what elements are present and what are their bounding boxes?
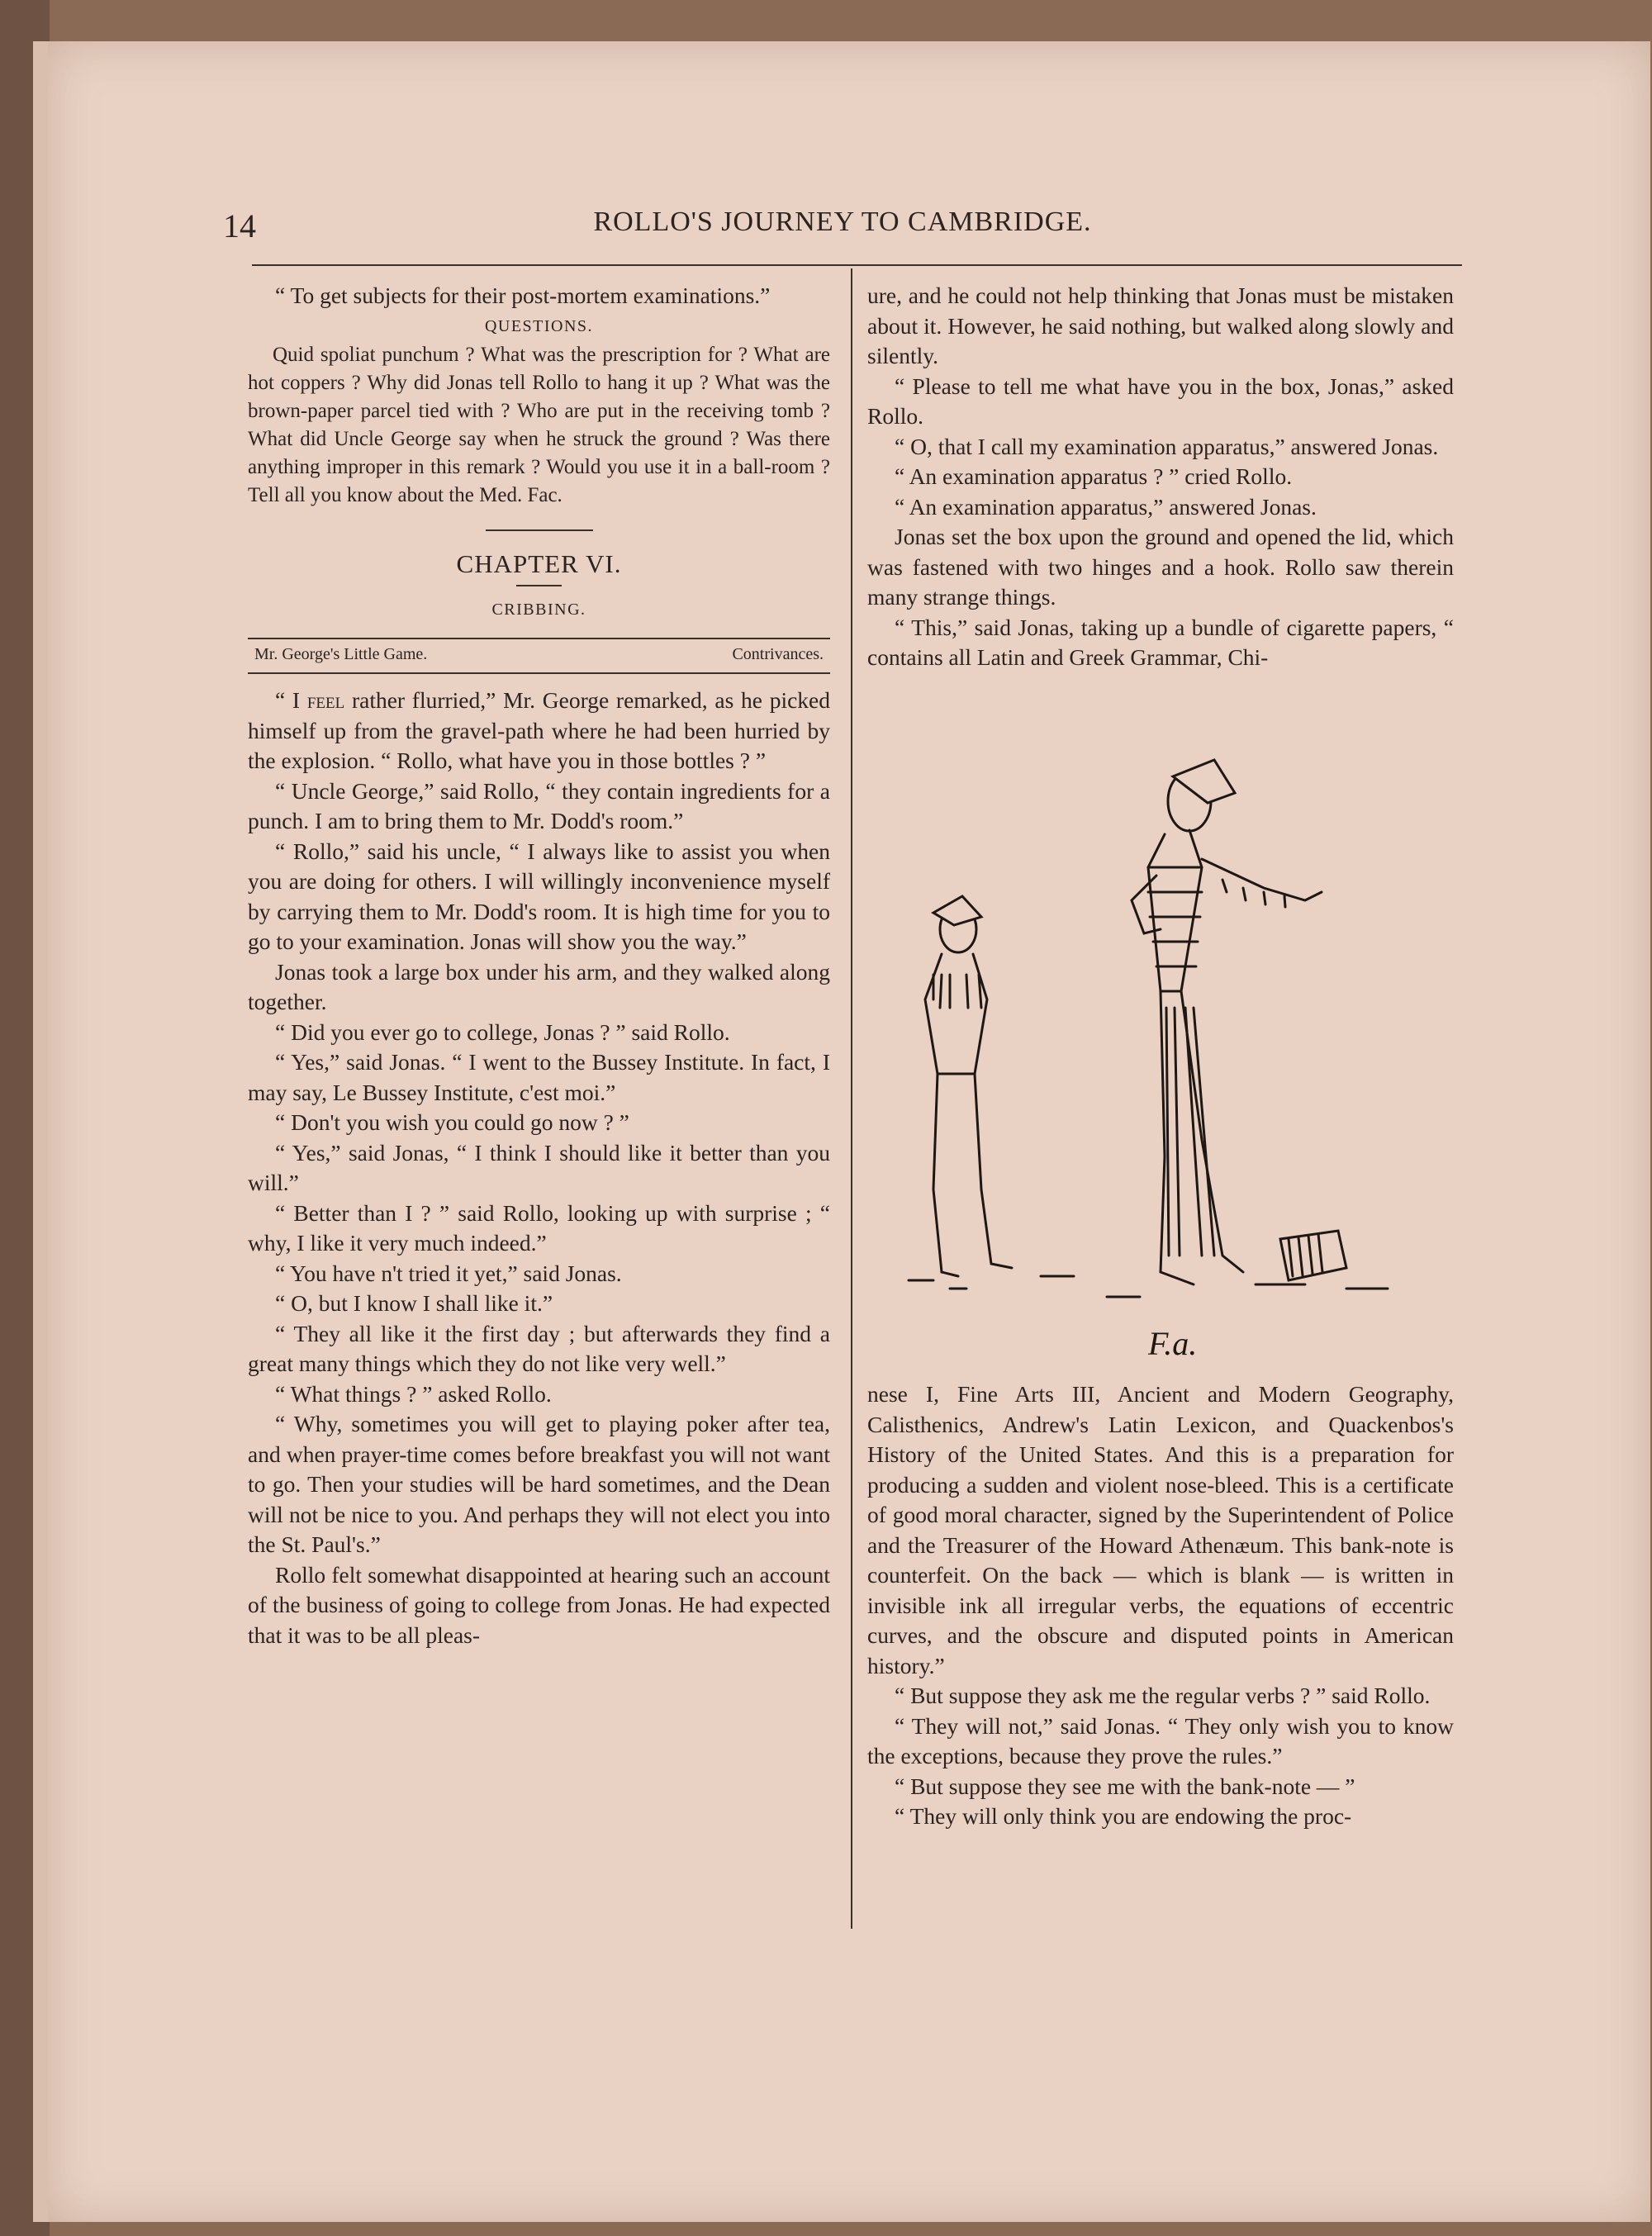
running-title: ROLLO'S JOURNEY TO CAMBRIDGE. [593,207,1092,237]
right-column-bottom [867,1379,1454,1832]
paragraph: “ Rollo,” said his uncle, “ I always like to assist you when you are doing for others. I will willingly inconvenience myself by carrying them to Mr. Dodd's room. It is high time for you to go to your examination. Jonas will show you the way.” [248,838,830,954]
paragraph: “ But suppose they ask me the regular verbs ? ” said Rollo. [895,1683,1431,1708]
chapter-title: CHAPTER VI. [456,549,622,578]
paragraph: “ Why, sometimes you will get to playing poker after tea, and when prayer-time comes before breakfast you will not want to go. Then your studies will be hard sometimes, and the Dean will not be nice to you. And perhaps they will not elect you into the St. Paul's.” [248,1411,830,1557]
first-paragraph [248,686,830,776]
paragraph: Rollo felt somewhat disappointed at hearing such an account of the business of going to college from Jonas. He had expected that it was to be all pleas- [248,1561,830,1648]
chapter-summary [248,638,830,674]
questions-heading: QUESTIONS. [484,316,594,335]
paragraph: “ But suppose they see me with the bank-note — ” [895,1773,1355,1799]
paragraph: “ You have n't tried it yet,” said Jonas. [275,1260,622,1286]
continued-paragraph: ure, and he could not help thinking that Jonas must be mistaken about it. However, he said nothing, but walked along slowly and silently. [867,282,1454,368]
page-number: 14 [223,207,256,244]
right-column-top [867,281,1454,673]
paragraph: “ An examination apparatus,” answered Jonas. [895,493,1317,520]
illustration [876,727,1437,1371]
paragraph: “ They all like it the first day ; but afterwards they find a great many things which they do not like very well.” [248,1320,830,1376]
running-header [223,207,1462,248]
paragraph: “ Yes,” said Jonas. “ I went to the Bussey Institute. In fact, I may say, Le Bussey Institute, c'est moi.” [248,1049,830,1105]
paragraph: “ An examination apparatus ? ” cried Rollo. [895,463,1293,489]
paragraph: “ This,” said Jonas, taking up a bundle of cigarette papers, “ contains all Latin and Greek Grammar, Chi- [867,614,1454,670]
rollo-and-jonas-drawing [876,727,1437,1371]
paragraph: “ Yes,” said Jonas, “ I think I should like it better than you will.” [248,1139,830,1195]
paragraph: “ What things ? ” asked Rollo. [275,1380,552,1407]
left-column [248,281,830,1650]
first-para-opening: “ I [275,687,307,713]
summary-left: Mr. George's Little Game. [254,645,428,663]
first-para-smallcaps: feel [306,687,345,713]
column-divider [851,268,852,1929]
paragraph: “ O, but I know I shall like it.” [275,1290,553,1316]
paragraph: “ Better than I ? ” said Rollo, looking up with surprise ; “ why, I like it very much indeed.” [248,1199,830,1256]
chapter-subtitle: CRIBBING. [491,600,586,619]
paragraph: “ Did you ever go to college, Jonas ? ” said Rollo. [275,1018,730,1045]
paragraph: “ They will only think you are endowing the proc- [895,1803,1352,1829]
paragraph: Jonas took a large box under his arm, and they walked along together. [248,958,830,1014]
questions-text: Quid spoliat punchum ? What was the prescription for ? What are hot coppers ? Why did Jonas tell Rollo to hang it up ? What was the brown-paper parcel tied with ? Who are put in the receiving tomb ? What did Uncle George say when he struck the ground ? Was there anything improper in this remark ? Would you use it in a ball-room ? Tell all you know about the Med. Fac. [248,344,830,506]
paragraph: Jonas set the box upon the ground and opened the lid, which was fastened with two hinges and a hook. Rollo saw therein many strange things. [867,524,1454,610]
summary-right: Contrivances. [732,645,824,663]
paragraph: “ Uncle George,” said Rollo, “ they contain ingredients for a punch. I am to bring them to Mr. Dodd's room.” [248,777,830,833]
paragraph: “ O, that I call my examination apparatus,” answered Jonas. [895,433,1439,459]
jonas-hat [1173,760,1235,803]
first-para-rest: rather flurried,” Mr. George remarked, as he picked himself up from the gravel-path where he had been hurried by the explosion. “ Rollo, what have you in those bottles ? ” [248,687,830,773]
chapter-rule [516,585,562,586]
continued-paragraph: nese I, Fine Arts III, Ancient and Modern Geography, Calisthenics, Andrew's Latin Lexicon, and Quackenbos's History of the United States. And this is a preparation for producing a sudden and violent nose-bleed. This is a certificate of good moral character, signed by the Superintendent of Police and the Treasurer of the Howard Athenæum. This bank-note is counterfeit. On the back — which is blank — is written in invisible ink all irregular verbs, the equations of eccentric curves, and the obscure and disputed points in American history.” [867,1381,1454,1678]
paragraph: “ Please to tell me what have you in the box, Jonas,” asked Rollo. [867,373,1454,429]
section-rule [486,529,593,531]
opening-paragraph: “ To get subjects for their post-mortem examinations.” [275,282,771,308]
artist-signature: F.a. [1148,1325,1198,1362]
paragraph: “ Don't you wish you could go now ? ” [275,1109,629,1135]
header-rule [252,264,1462,266]
paragraph: “ They will not,” said Jonas. “ They only wish you to know the exceptions, because they prove the rules.” [867,1712,1454,1768]
